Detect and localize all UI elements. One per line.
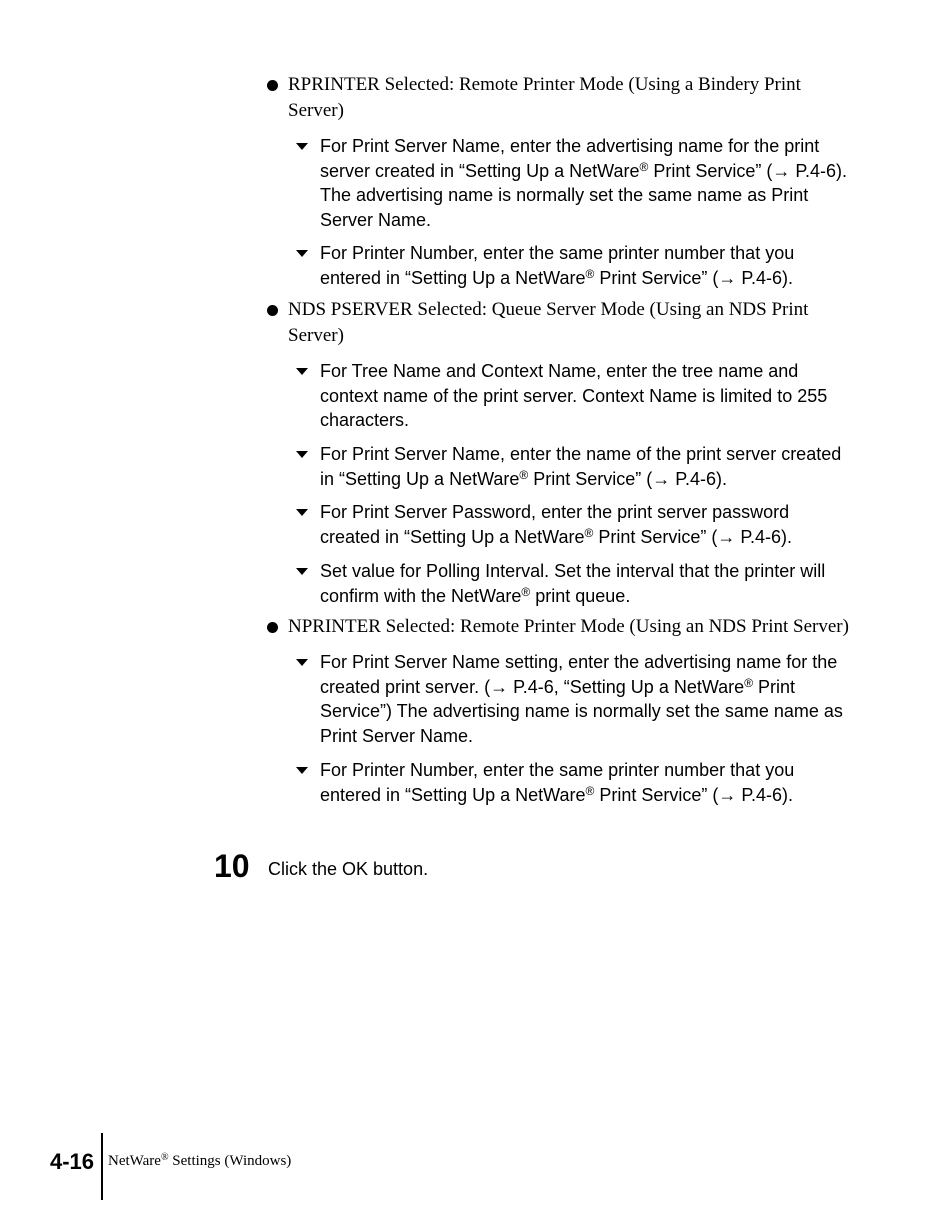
list-item: For Printer Number, enter the same printer number that you entered in “Setting Up a NetWare® Print Service” (→ P.4-6). <box>320 241 850 290</box>
list-item: For Print Server Name, enter the name of the print server created in “Setting Up a NetWare® Print Service” (→ P.4-6). <box>320 442 850 491</box>
list-item: For Print Server Name setting, enter the advertising name for the created print server. (→ P.4-6, “Setting Up a NetWare® Print Service”) The advertising name is normally set the same name as Print Server Name. <box>320 650 850 748</box>
list-item: Set value for Polling Interval. Set the interval that the printer will confirm with the NetWare® print queue. <box>320 559 850 608</box>
bullet-dot-icon <box>267 622 278 633</box>
triangle-bullet-icon <box>296 250 308 257</box>
footer-chapter-title: NetWare® Settings (Windows) <box>108 1152 292 1169</box>
triangle-bullet-icon <box>296 451 308 458</box>
triangle-bullet-icon <box>296 568 308 575</box>
list-item: For Print Server Password, enter the print server password created in “Setting Up a NetWare® Print Service” (→ P.4-6). <box>320 500 850 549</box>
footer-divider <box>101 1133 103 1200</box>
triangle-bullet-icon <box>296 509 308 516</box>
section-heading-nprinter: NPRINTER Selected: Remote Printer Mode (Using an NDS Print Server) <box>288 614 868 640</box>
section-heading-nds-pserver: NDS PSERVER Selected: Queue Server Mode (Using an NDS Print Server) <box>288 297 858 349</box>
triangle-bullet-icon <box>296 659 308 666</box>
list-item: For Print Server Name, enter the advertising name for the print server created in “Setting Up a NetWare® Print Service” (→ P.4-6). The advertising name is normally set the same name as Print Server Name. <box>320 134 850 232</box>
list-item: For Printer Number, enter the same printer number that you entered in “Setting Up a NetWare® Print Service” (→ P.4-6). <box>320 758 850 807</box>
bullet-dot-icon <box>267 80 278 91</box>
page-number: 4-16 <box>50 1149 95 1174</box>
step-instruction: Click the OK button. <box>268 859 429 879</box>
triangle-bullet-icon <box>296 368 308 375</box>
triangle-bullet-icon <box>296 143 308 150</box>
bullet-dot-icon <box>267 305 278 316</box>
list-item: For Tree Name and Context Name, enter the tree name and context name of the print server. Context Name is limited to 255 characters. <box>320 359 850 433</box>
step-number: 10 <box>214 848 250 884</box>
triangle-bullet-icon <box>296 767 308 774</box>
section-heading-rprinter: RPRINTER Selected: Remote Printer Mode (Using a Bindery Print Server) <box>288 72 858 124</box>
